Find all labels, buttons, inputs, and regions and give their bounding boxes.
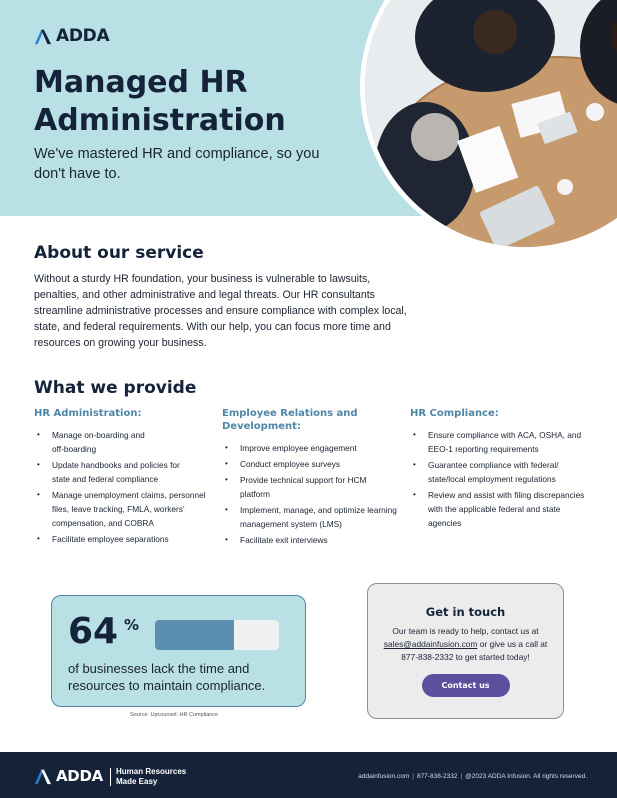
column-employee-relations — [222, 407, 402, 549]
provide-heading: What we provide — [34, 378, 197, 398]
about-body: Without a sturdy HR foundation, your business is vulnerable to lawsuits, penalties, and other administrative and legal threats. Our HR consultants streamline administrative processes and ensure compliance with complex local, state, and federal requirements. With our help, you can focus more time and resources on growing your business. — [34, 273, 407, 349]
title-line-2: Administration — [34, 103, 286, 138]
contact-text-before: Our team is ready to help, contact us at — [392, 626, 539, 636]
list-item: • Facilitate employee separations — [34, 532, 214, 546]
list-item: • Manage unemployment claims, personnel files, leave tracking, FMLA, workers' compensation, and COBRA — [34, 488, 214, 530]
stat-percent-sign: % — [124, 616, 140, 634]
footer-separator: | — [460, 773, 463, 780]
footer-logo[interactable] — [34, 767, 103, 785]
contact-text-after: or give us a call at 877-838-2332 to get started today! — [401, 639, 548, 662]
column-list — [34, 428, 214, 546]
contact-card — [367, 583, 564, 719]
column-list — [222, 441, 402, 547]
footer-logo-text: ADDA — [56, 767, 103, 785]
footer-divider — [110, 768, 111, 786]
list-item: • Guarantee compliance with federal/ state/local employment regulations — [410, 458, 590, 486]
list-item: • Improve employee engagement — [222, 441, 402, 455]
column-hr-administration — [34, 407, 214, 548]
column-title: Employee Relations and Development: — [222, 408, 358, 432]
tagline-line-2: Made Easy — [116, 777, 158, 786]
stat-progress-bar — [155, 620, 279, 650]
list-item: • Review and assist with filing discrepancies with the applicable federal and state agencies — [410, 488, 590, 530]
column-title: HR Compliance: — [410, 408, 499, 419]
list-item: • Ensure compliance with ACA, OSHA, and EEO-1 reporting requirements — [410, 428, 590, 456]
stat-description: of businesses lack the time and resources to maintain compliance. — [68, 661, 266, 693]
hero-subtitle: We've mastered HR and compliance, so you don't have to. — [34, 146, 320, 182]
title-line-1: Managed HR — [34, 65, 248, 100]
footer-phone: 877-838-2332 — [416, 773, 458, 780]
contact-heading: Get in touch — [425, 605, 506, 619]
footer-website-link[interactable]: addainfusion.com — [358, 773, 410, 780]
contact-us-button[interactable]: Contact us — [422, 674, 510, 697]
page-title — [34, 64, 354, 140]
list-item: • Provide technical support for HCM platform — [222, 473, 372, 501]
footer-copyright: @2023 ADDA Infusion. All rights reserved. — [465, 773, 587, 780]
column-title: HR Administration: — [34, 408, 142, 419]
about-heading: About our service — [34, 243, 204, 263]
stat-number: 64 — [68, 611, 119, 652]
stat-card — [51, 595, 306, 707]
logo-text: ADDA — [56, 26, 110, 46]
adda-logo-icon — [34, 27, 52, 45]
list-item: • Manage on-boarding and off-boarding — [34, 428, 154, 456]
list-item: • Facilitate exit interviews — [222, 533, 402, 547]
column-hr-compliance — [410, 407, 590, 532]
column-list — [410, 428, 590, 530]
list-item: • Conduct employee surveys — [222, 457, 402, 471]
stat-progress-fill — [155, 620, 234, 650]
stat-source: Source: Upcounsel: HR Compliance — [130, 712, 219, 718]
list-item: • Implement, manage, and optimize learning management system (LMS) — [222, 503, 402, 531]
adda-logo-icon — [34, 767, 52, 785]
contact-email-link[interactable]: sales@addainfusion.com — [383, 639, 478, 649]
footer-separator: | — [412, 773, 414, 780]
adda-logo[interactable] — [34, 26, 109, 46]
footer — [0, 752, 617, 798]
list-item: • Update handbooks and policies for state and federal compliance — [34, 458, 199, 486]
contact-text — [376, 625, 556, 664]
tagline-line-1: Human Resources — [116, 767, 187, 776]
footer-info — [358, 773, 587, 780]
footer-tagline — [116, 767, 186, 787]
